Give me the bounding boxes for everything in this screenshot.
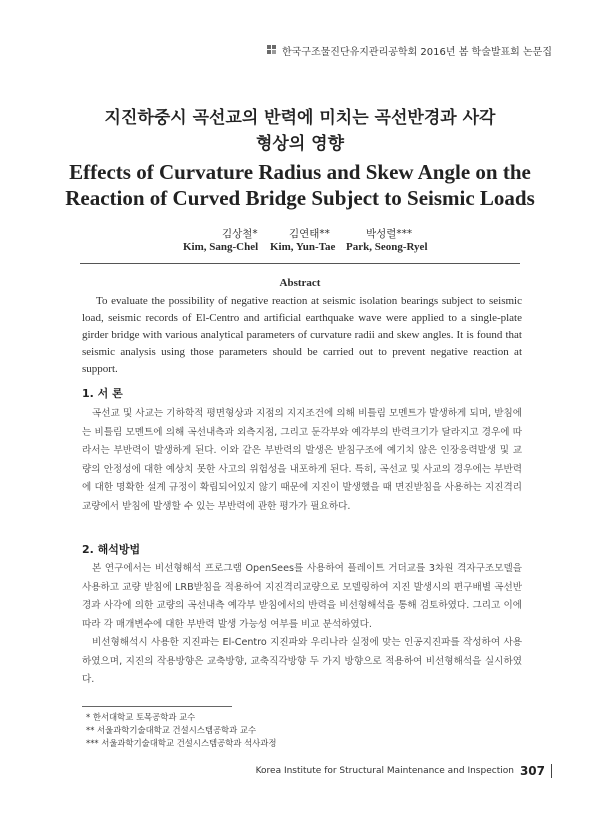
section-1-body [82,405,522,516]
title-divider [80,263,520,264]
running-header [267,43,552,58]
title-korean-line-2: 형상의 영향 [255,134,345,154]
section-2-body [82,560,522,690]
abstract-body: To evaluate the possibility of negative reaction at seismic isolation bearings subject to seismic load, seismic records of El-Centro and artificial earthquake wave were applied to a single-plate girder bridge with various analytical parameters of curvature radii and skew angles. It is found that seismic analysis using those parameters should be carried out to prevent negative reaction at support. [82,295,522,375]
footnote-divider [82,706,232,707]
footer-bar [551,764,552,778]
author-1-english: Kim, Sang-Chel [183,241,259,253]
section-1-heading: 1. 서 론 [82,387,123,400]
header-text: 한국구조물진단유지관리공학회 2016년 봄 학술발표회 논문집 [281,47,552,58]
title-korean-line-1: 지진하중시 곡선교의 반력에 미치는 곡선반경과 사각 [104,108,496,128]
footnote-3: *** 서울과학기술대학교 건설시스템공학과 석사과정 [86,738,277,748]
footer-organization: Korea Institute for Structural Maintenance and Inspection [255,766,514,776]
section-2-paragraph-2: 비선형해석시 사용한 지진파는 El-Centro 지진파와 우리나라 실정에 맞는 인공지진파를 작성하여 사용하였으며, 지진의 작용방향은 교축방향, 교축직각방향 두 가지 방향으로 적용하여 비선형해석을 실시하였다. [82,637,522,685]
section-2-heading: 2. 해석방법 [82,543,141,556]
footnotes [86,711,276,750]
page-footer [256,764,552,778]
title-english-line-2: Reaction of Curved Bridge Subject to Seismic Loads [65,186,535,210]
footnote-1: * 한서대학교 토목공학과 교수 [86,712,196,722]
author-2-korean: 김연태** [289,228,330,240]
society-logo-icon [267,45,278,56]
section-2-paragraph-1: 본 연구에서는 비선형해석 프로그램 OpenSees를 사용하여 플레이트 거더교를 3차원 격자구조모델을 사용하고 교량 받침에 LRB받침을 적용하여 지진격리교량으로 모델링하여 지진 발생시의 편구배별 곡선반경과 사각에 의한 교량의 곡선내측 예각부 받침에서의 반력을 비선형해석을 통해 검토하였다. 그리고 이에 따라 각 매개변수에 대한 부반력 발생 가능성 여부를 비교 분석하였다. [82,563,522,630]
title-english-line-1: Effects of Curvature Radius and Skew Angle on the [69,160,531,184]
author-1-korean: 김상철* [222,228,258,240]
page-number: 307 [519,764,545,778]
footnote-2: ** 서울과학기술대학교 건설시스템공학과 교수 [86,725,257,735]
author-2-english: Kim, Yun-Tae [270,241,336,253]
section-1-paragraph-1: 곡선교 및 사교는 기하학적 평면형상과 지점의 지지조건에 의해 비틀림 모멘트가 발생하게 되며, 받침에는 비틀림 모멘트에 의해 곡선내측과 외측지점, 그리고 둔각부와 예각부의 반력크기가 달라지고 경우에 따라서는 부반력이 발생하게 된다. 이와 같은 부반력의 발생은 받침구조에 예기치 않은 인장응력발생 및 교량의 안정성에 대한 예상치 못한 사고의 위험성을 내포하게 된다. 특히, 곡선교 및 사교의 경우에는 부반력에 대한 명확한 설계 규정이 확립되어있지 않기 때문에 지진이 발생했을 때 면진받침을 사용하는 지진격리교량에서 받침에 발생할 수 있는 부반력에 관한 평가가 필요하다. [82,408,522,512]
author-3-english: Park, Seong-Ryel [346,241,428,253]
author-3-korean: 박성렬*** [366,228,413,240]
abstract-heading: Abstract [279,277,321,289]
